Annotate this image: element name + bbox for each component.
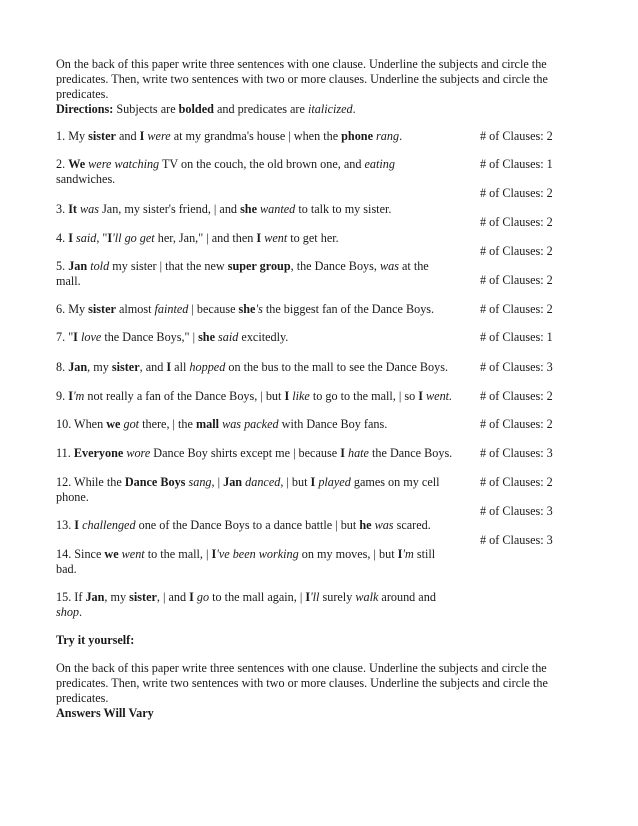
- text-fragment: went.: [426, 389, 453, 403]
- text-fragment: Try it yourself:: [56, 633, 135, 647]
- text-fragment: 10. When: [56, 417, 104, 431]
- clause-count-15: # of Clauses: 3: [480, 533, 553, 547]
- text-fragment: mall: [195, 417, 220, 431]
- clause-count-13: # of Clauses: 2: [480, 475, 553, 489]
- try-it-paragraph: [56, 661, 576, 721]
- text-fragment: I: [256, 231, 262, 245]
- text-fragment: told: [90, 259, 110, 273]
- text-fragment: It: [68, 202, 77, 216]
- text-fragment: shop: [56, 605, 80, 619]
- text-fragment: 5.: [56, 259, 66, 273]
- text-fragment: on my moves, | but: [301, 547, 395, 561]
- text-fragment: 2.: [56, 157, 66, 171]
- text-fragment: phone.: [56, 490, 89, 504]
- text-fragment: , | and: [156, 590, 187, 604]
- text-fragment: he: [359, 518, 372, 532]
- text-fragment: I: [397, 547, 403, 561]
- text-fragment: I: [189, 590, 194, 604]
- text-fragment: there, | the: [142, 417, 193, 431]
- text-fragment: 3.: [56, 202, 66, 216]
- text-fragment: surely: [322, 590, 353, 604]
- text-fragment: mall.: [56, 274, 81, 288]
- sentence-15: [56, 590, 466, 620]
- text-fragment: 'll: [310, 590, 320, 604]
- text-fragment: 15. If: [56, 590, 83, 604]
- sentence-14: [56, 547, 466, 577]
- intro-paragraph: [56, 57, 576, 102]
- text-fragment: Everyone: [73, 446, 124, 460]
- text-fragment: hate: [347, 446, 369, 460]
- text-fragment: Subjects are: [116, 102, 176, 116]
- text-fragment: We: [68, 157, 86, 171]
- text-fragment: were watching: [88, 157, 160, 171]
- text-fragment: 've been working: [216, 547, 299, 561]
- text-fragment: was packed: [222, 417, 279, 431]
- text-fragment: she: [198, 330, 215, 344]
- text-fragment: italicized: [307, 102, 353, 116]
- sentence-6: [56, 302, 466, 317]
- sentence-12: [56, 475, 466, 505]
- text-fragment: 4.: [56, 231, 66, 245]
- text-fragment: scared.: [396, 518, 431, 532]
- text-fragment: sandwiches.: [56, 172, 116, 186]
- text-fragment: Jan: [85, 590, 105, 604]
- sentence-8: [56, 360, 466, 375]
- text-fragment: were: [147, 129, 171, 143]
- text-fragment: Jan: [223, 475, 243, 489]
- text-fragment: my sister | that the new: [112, 259, 225, 273]
- sentence-13: [56, 518, 476, 533]
- text-fragment: I: [284, 389, 290, 403]
- text-fragment: , and: [139, 360, 164, 374]
- text-fragment: the Dance Boys," |: [104, 330, 196, 344]
- text-fragment: phone: [341, 129, 373, 143]
- clause-count-10: # of Clauses: 2: [480, 389, 553, 403]
- clause-count-5: # of Clauses: 2: [480, 244, 553, 258]
- clause-count-7: # of Clauses: 2: [480, 302, 553, 316]
- text-fragment: sang: [188, 475, 212, 489]
- text-fragment: almost: [118, 302, 152, 316]
- text-fragment: to the mall again, |: [212, 590, 303, 604]
- text-fragment: 'm: [72, 389, 85, 403]
- text-fragment: love: [80, 330, 102, 344]
- text-fragment: was: [379, 259, 399, 273]
- clause-count-11: # of Clauses: 2: [480, 417, 553, 431]
- text-fragment: one of the Dance Boys to a dance battle | but: [138, 518, 357, 532]
- text-fragment: I: [166, 360, 172, 374]
- text-fragment: I: [73, 330, 78, 344]
- text-fragment: 7. ": [56, 330, 74, 344]
- text-fragment: hopped: [189, 360, 226, 374]
- clause-count-8: # of Clauses: 1: [480, 330, 553, 344]
- text-fragment: with Dance Boy fans.: [281, 417, 388, 431]
- text-fragment: fainted: [154, 302, 189, 316]
- text-fragment: bad.: [56, 562, 77, 576]
- sentence-11: [56, 446, 476, 461]
- text-fragment: 9.: [56, 389, 66, 403]
- text-fragment: 14. Since: [56, 547, 102, 561]
- text-fragment: eating: [364, 157, 395, 171]
- text-fragment: 's: [255, 302, 263, 316]
- text-fragment: at the: [401, 259, 429, 273]
- sentence-4: [56, 231, 466, 246]
- text-fragment: I: [310, 475, 316, 489]
- text-fragment: like: [292, 389, 310, 403]
- text-fragment: to get her.: [290, 231, 339, 245]
- text-fragment: we: [104, 547, 119, 561]
- text-fragment: all: [174, 360, 187, 374]
- try-it-heading: [56, 633, 576, 648]
- text-fragment: games on my cell: [353, 475, 440, 489]
- text-fragment: 11.: [56, 446, 71, 460]
- intro-line-2: predicates. Then, write two sentences with two or more clauses. Underline the subjects and circle the: [56, 72, 548, 86]
- directions-line: [56, 102, 576, 117]
- sentence-2: [56, 157, 466, 187]
- text-fragment: was: [80, 202, 100, 216]
- text-fragment: played: [318, 475, 351, 489]
- intro-line-3: predicates.: [56, 87, 109, 101]
- sentence-7: [56, 330, 466, 345]
- clause-count-9: # of Clauses: 3: [480, 360, 553, 374]
- text-fragment: Dance Boy shirts except me | because: [153, 446, 338, 460]
- try-it-line-1: On the back of this paper write three sentences with one clause. Underline the subjects and circle the: [56, 661, 547, 675]
- text-fragment: sister: [129, 590, 157, 604]
- clause-count-3: # of Clauses: 2: [480, 186, 553, 200]
- text-fragment: I: [418, 389, 423, 403]
- text-fragment: 6. My: [56, 302, 86, 316]
- text-fragment: to go to the mall, | so: [312, 389, 416, 403]
- text-fragment: said: [75, 231, 97, 245]
- text-fragment: 12. While the: [56, 475, 122, 489]
- text-fragment: we: [106, 417, 121, 431]
- text-fragment: went: [121, 547, 145, 561]
- sentence-9: [56, 389, 476, 404]
- text-fragment: sister: [111, 360, 140, 374]
- text-fragment: , ": [96, 231, 108, 245]
- text-fragment: , |: [211, 475, 221, 489]
- text-fragment: Jan, my sister's friend, | and: [102, 202, 238, 216]
- text-fragment: walk: [355, 590, 379, 604]
- text-fragment: 1. My: [56, 129, 86, 143]
- text-fragment: to talk to my sister.: [298, 202, 392, 216]
- text-fragment: and predicates are: [216, 102, 305, 116]
- text-fragment: Answers Will Vary: [56, 706, 154, 720]
- text-fragment: I: [68, 231, 73, 245]
- sentence-10: [56, 417, 466, 432]
- text-fragment: | because: [191, 302, 236, 316]
- text-fragment: Jan: [68, 259, 88, 273]
- text-fragment: I: [68, 389, 73, 403]
- text-fragment: , | but: [280, 475, 308, 489]
- text-fragment: , my: [104, 590, 127, 604]
- text-fragment: got: [123, 417, 140, 431]
- text-fragment: I: [305, 590, 311, 604]
- text-fragment: at my grandma's house | when the: [173, 129, 339, 143]
- text-fragment: 'm: [402, 547, 414, 561]
- clause-count-12: # of Clauses: 3: [480, 446, 553, 460]
- text-fragment: she: [240, 202, 257, 216]
- text-fragment: sister: [88, 302, 116, 316]
- text-fragment: her, Jan," | and then: [157, 231, 254, 245]
- text-fragment: I: [139, 129, 145, 143]
- try-it-line-2: predicates. Then, write two sentences with two or more clauses. Underline the subjects and circle the: [56, 676, 548, 690]
- text-fragment: TV on the couch, the old brown one, and: [161, 157, 362, 171]
- clause-count-14: # of Clauses: 3: [480, 504, 553, 518]
- text-fragment: still: [416, 547, 436, 561]
- text-fragment: I: [74, 518, 80, 532]
- clause-count-6: # of Clauses: 2: [480, 273, 553, 287]
- text-fragment: not really a fan of the Dance Boys, | but: [87, 389, 282, 403]
- text-fragment: and: [118, 129, 137, 143]
- text-fragment: go: [196, 590, 210, 604]
- text-fragment: , my: [87, 360, 109, 374]
- text-fragment: challenged: [82, 518, 136, 532]
- text-fragment: wore: [126, 446, 151, 460]
- clause-count-2: # of Clauses: 1: [480, 157, 553, 171]
- text-fragment: around and: [381, 590, 436, 604]
- text-fragment: bolded: [178, 102, 214, 116]
- sentence-5: [56, 259, 466, 289]
- text-fragment: I: [107, 231, 113, 245]
- text-fragment: .: [399, 129, 403, 143]
- text-fragment: Dance Boys: [124, 475, 186, 489]
- text-fragment: 8.: [56, 360, 66, 374]
- text-fragment: went: [264, 231, 288, 245]
- text-fragment: on the bus to the mall to see the Dance Boys.: [228, 360, 449, 374]
- text-fragment: 'll go get: [112, 231, 155, 245]
- clause-count-1: # of Clauses: 2: [480, 129, 553, 143]
- clause-count-4: # of Clauses: 2: [480, 215, 553, 229]
- text-fragment: 13.: [56, 518, 72, 532]
- text-fragment: sister: [88, 129, 116, 143]
- text-fragment: she: [238, 302, 256, 316]
- text-fragment: to the mall, |: [147, 547, 209, 561]
- text-fragment: the Dance Boys.: [372, 446, 453, 460]
- text-fragment: rang: [376, 129, 400, 143]
- sentence-1: [56, 129, 466, 144]
- text-fragment: said: [218, 330, 239, 344]
- text-fragment: wanted: [260, 202, 296, 216]
- text-fragment: .: [352, 102, 356, 116]
- text-fragment: I: [211, 547, 217, 561]
- sentence-3: [56, 202, 466, 217]
- try-it-line-3: predicates.: [56, 691, 109, 705]
- directions-label: Directions:: [56, 102, 114, 116]
- text-fragment: danced: [245, 475, 281, 489]
- text-fragment: , the Dance Boys,: [290, 259, 377, 273]
- text-fragment: was: [374, 518, 394, 532]
- text-fragment: I: [340, 446, 345, 460]
- text-fragment: .: [79, 605, 83, 619]
- text-fragment: excitedly.: [241, 330, 289, 344]
- text-fragment: the biggest fan of the Dance Boys.: [265, 302, 435, 316]
- text-fragment: super group: [227, 259, 291, 273]
- intro-line-1: On the back of this paper write three sentences with one clause. Underline the subjects and circle the: [56, 57, 547, 71]
- answers-will-vary: [56, 706, 576, 721]
- text-fragment: Jan: [68, 360, 88, 374]
